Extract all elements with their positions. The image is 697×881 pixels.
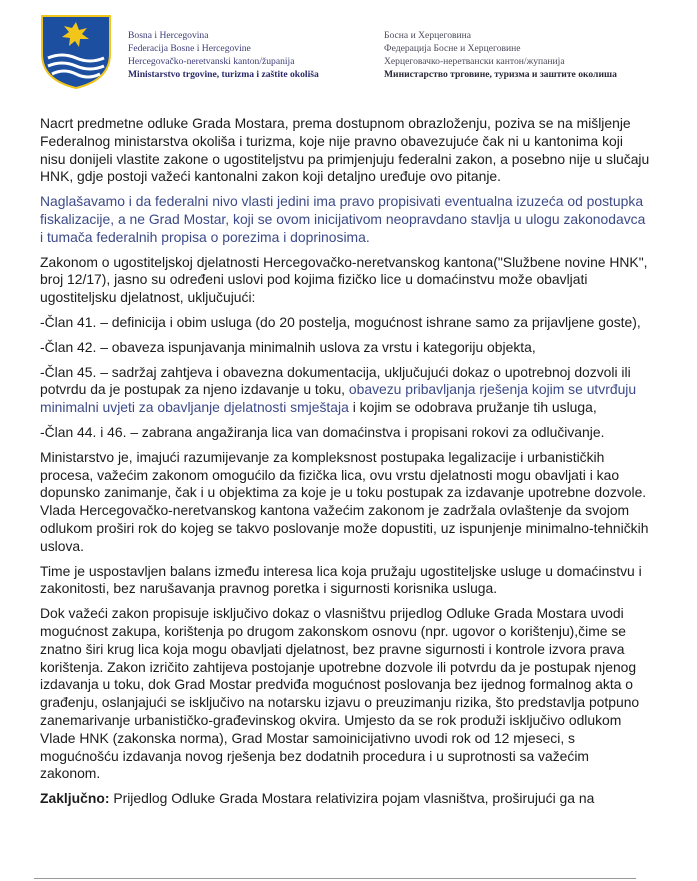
country-name-cyrillic: Босна и Херцеговина — [384, 30, 472, 41]
article-45-highlight: obavezu pribavljanja rješenja kojim se utvrđuju minimalni uvjeti za obavljanje djelatnosti smještaja — [40, 381, 637, 416]
paragraph-ministry: Ministarstvo je, imajući razumijevanje za kompleksnost postupaka legalizacije i urbanističkih procesa, važećim zakonom omogućilo da fizička lica, ovu vrstu djelatnosti mogu obavljati i kao dopunsko zanimanje, čak i u objektima za koje je u toku postupak za izdavanje upotrebne dozvole. Vlada Hercegovačko-neretvanskog kantona važećim zakonom je zadržala ovlaštenje da svojom odlukom proširi rok do kojeg se takvo poslovanje može dopustiti, uz ispunjenje minimalno-tehničkih uslova. — [40, 448, 649, 554]
paragraph-fiscalization: Naglašavamo i da federalni nivo vlasti jedini ima pravo propisivati eventualna izuzeća od postupka fiskalizacije, a ne Grad Mostar, koji se ovom inicijativom neopravdano stavlja u ulogu zakonodavca i tumača federalnih propisa o porezima i doprinosima. — [40, 193, 646, 245]
paragraph: Nacrt predmetne odluke Grada Mostara, prema dostupnom obrazloženju, poziva se na mišljenje Federalnog ministarstva okoliša i turizma, koje nije pravno obavezujuće čak ni u kantonima koji nisu donijeli vlastite zakone o ugostiteljstvu pa primjenjuju federalni zakon, a posebno nije u slučaju HNK, gdje postoji važeći kantonalni zakon koji detaljno uređuje ovo pitanje. — [40, 115, 650, 185]
list-item-article-44-46: -Član 44. i 46. – zabrana angažiranja lica van domaćinstva i propisani rokovi za odlučivanje. — [40, 423, 605, 440]
document-body — [40, 115, 652, 815]
list-item-article-41: -Član 41. – definicija i obim usluga (do 20 postelja, mogućnost ishrane samo za prijavljene goste), — [40, 313, 641, 330]
conclusion-text: Prijedlog Odluke Grada Mostara relativizira pojam vlasništva, proširujući ga na — [109, 790, 595, 807]
ministry-name: Ministarstvo trgovine, turizma i zaštite okoliša — [128, 69, 319, 80]
federation-name: Federacija Bosne i Hercegovine — [128, 43, 251, 54]
letterhead — [0, 0, 697, 100]
coat-of-arms-icon — [40, 14, 112, 90]
paragraph-conclusion — [40, 790, 652, 808]
paragraph-comparison: Dok važeći zakon propisuje isključivo dokaz o vlasništvu prijedlog Odluke Grada Mostara uvodi mogućnost zakupa, korištenja po drugom zakonskom osnovu (npr. ugovor o korištenju),čime se znatno širi krug lica koja mogu obavljati djelatnost, bez pravne sigurnosti i kontrole izvora prava korištenja. Zakon izričito zahtijeva postojanje upotrebne dozvole ili potvrdu da je postupak njenog izdavanja u toku, dok Grad Mostar predviđa mogućnost poslovanja bez ijednog formalnog akta o građenju, oslanjajući se isključivo na notarsku izjavu o preuzimanju rizika, što predstavlja potpuno zanemarivanje urbanističko-građevinskog okvira. Umjesto da se rok produži isključivo odlukom Vlade HNK (zakonska norma), Grad Mostar samoinicijativno uvodi rok od 12 mjeseci, s mogućnošću izdavanja novog rješenja bez dodatnih procedura i u suprotnosti sa važećim zakonom. — [40, 605, 640, 782]
canton-name: Hercegovačko-neretvanski kanton/županija — [128, 56, 295, 67]
article-45-text-end: i kojim se odobrava pružanje tih usluga, — [348, 399, 597, 416]
canton-name-cyrillic: Херцеговачко-неретвански кантон/жупанија — [384, 56, 565, 67]
conclusion-label: Zaključno: — [40, 790, 110, 807]
federation-name-cyrillic: Федерација Босне и Херцеговине — [384, 43, 521, 54]
list-item-article-45 — [40, 364, 652, 417]
paragraph-balance: Time je uspostavljen balans između interesa lica koja pružaju ugostiteljske usluge u domaćinstvu i zakonitosti, bez narušavanja pravnog poretka i sigurnosti korisnika usluga. — [40, 562, 642, 597]
country-name: Bosna i Hercegovina — [128, 30, 209, 41]
article-45-text: -Član 45. – sadržaj zahtjeva i obavezna dokumentacija, uključujući dokaz o upotrebnoj dozvoli ili potvrdu da je postupak za njeno izdavanje u toku, — [40, 363, 631, 398]
list-item-article-42: -Član 42. – obaveza ispunjavanja minimalnih uslova za vrstu i kategoriju objekta, — [40, 338, 536, 355]
page-bottom-rule — [34, 878, 636, 879]
letterhead-latin — [128, 29, 378, 81]
paragraph-law-reference: Zakonom o ugostiteljskoj djelatnosti Hercegovačko-neretvanskog kantona("Službene novine HNK", broj 12/17), jasno su određeni uslovi pod kojima fizičko lice u domaćinstvu može obavljati ugostiteljsku djelatnost, uključujući: — [40, 253, 648, 306]
ministry-name-cyrillic: Министарство трговине, туризма и заштите околиша — [384, 69, 617, 80]
letterhead-cyrillic — [384, 29, 684, 81]
